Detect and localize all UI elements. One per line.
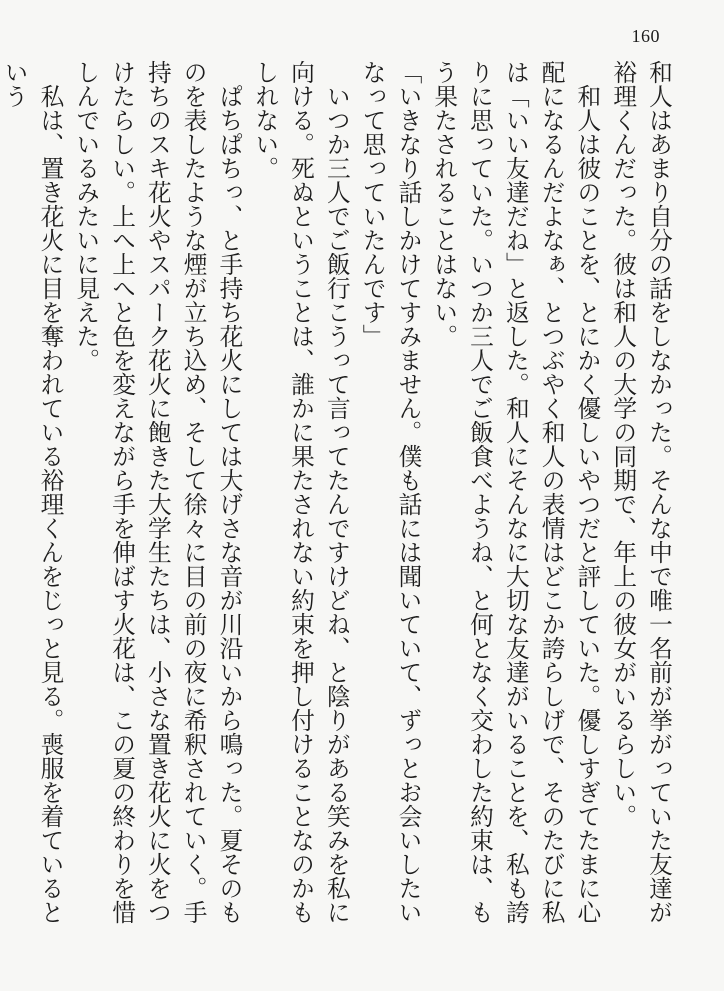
paragraph-2: 和人は彼のことを、とにかく優しいやつだと評していた。優しすぎてたまに心配になるんだよなぁ、とつぶやく和人の表情はどこか誇らしげで、そのたびに私は「いい友達だね」と返した。和人にそんなに大切な友達がいることを、私も誇りに思っていた。いつか三人でご飯食べようね、と何となく交わした約束は、もう果たされることはない。 bbox=[430, 60, 602, 924]
paragraph-5: ぱちぱちっ、と手持ち花火にしては大げさな音が川沿いから鳴った。夏そのものを表したような煙が立ち込め、そして徐々に目の前の夜に希釈されていく。手持ちのスキ花火やスパーク花火に飽きた大学生たちは、小さな置き花火に火をつけたらしい。上へ上へと色を変えながら手を伸ばす火花は、この夏の終わりを惜しんでいるみたいに見えた。 bbox=[72, 60, 244, 924]
paragraph-4: いつか三人でご飯行こうって言ってたんですけどね、と陰りがある笑みを私に向ける。死ぬということは、誰かに果たされない約束を押し付けることなのかもしれない。 bbox=[251, 60, 351, 924]
page-number: 160 bbox=[631, 26, 660, 46]
vertical-text-body bbox=[0, 60, 676, 940]
paragraph-dialogue: 「いきなり話しかけてすみません。僕も話には聞いていて、ずっとお会いしたいなって思っていたんです」 bbox=[358, 60, 423, 924]
paragraph-6: 私は、置き花火に目を奪われている裕理くんをじっと見る。喪服を着ているという bbox=[0, 60, 65, 924]
paragraph-1: 和人はあまり自分の話をしなかった。そんな中で唯一名前が挙がっていた友達が裕理くんだった。彼は和人の大学の同期で、年上の彼女がいるらしい。 bbox=[609, 60, 673, 924]
